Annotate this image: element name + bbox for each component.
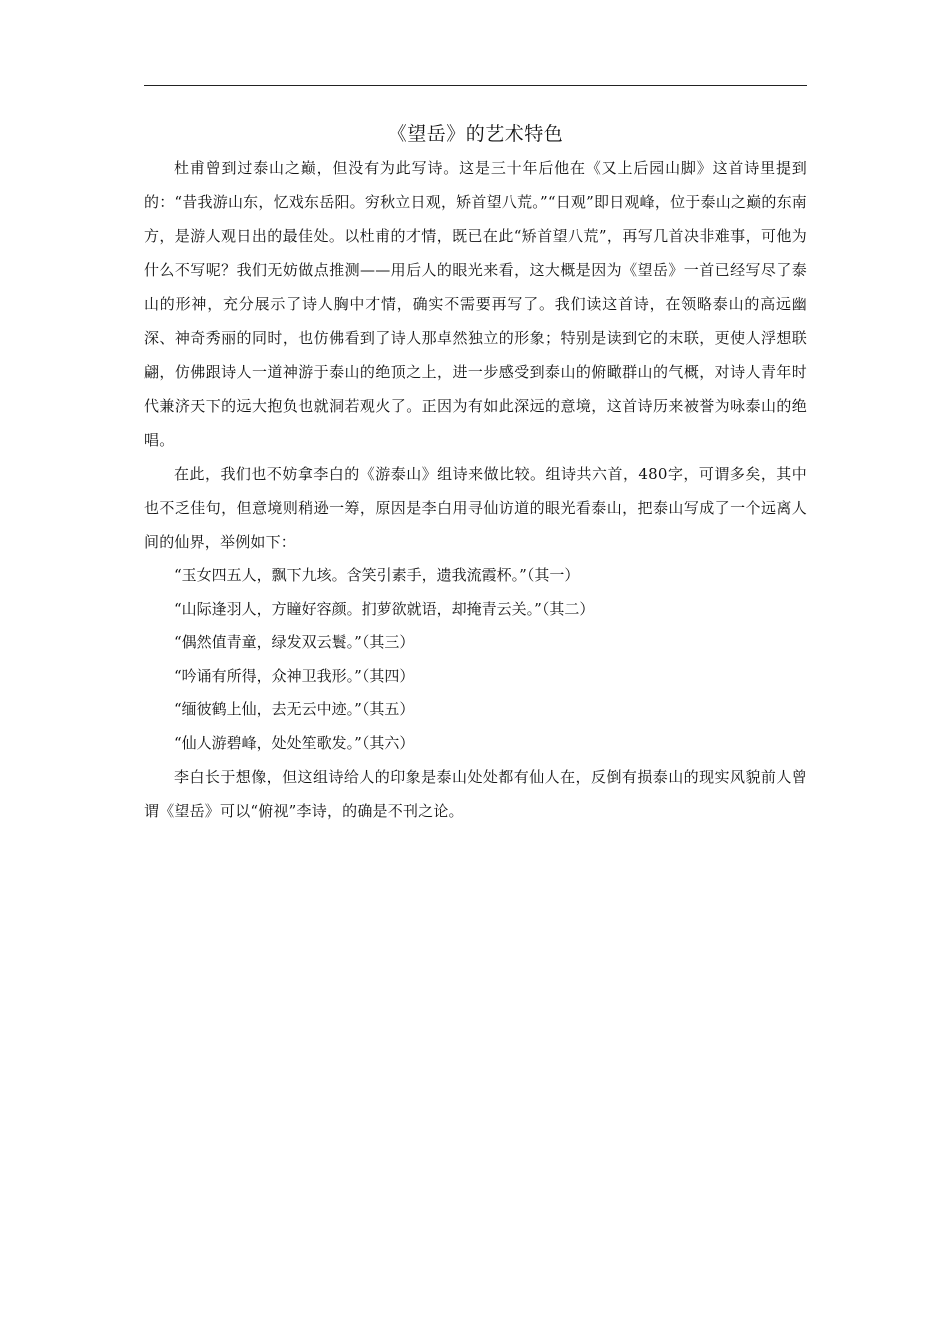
- poem-quote-1: “玉女四五人，飘下九垓。含笑引素手，遗我流霞杯。”（其一）: [174, 566, 580, 584]
- poem-quote-4: “吟诵有所得，众神卫我形。”（其四）: [174, 666, 415, 685]
- poem-quote-list: [144, 559, 807, 760]
- paragraph-2: 在此，我们也不妨拿李白的《游泰山》组诗来做比较。组诗共六首，480字，可谓多矣，其中也不乏佳句，但意境则稍逊一筹，原因是李白用寻仙访道的眼光看泰山，把泰山写成了一个远离人间的仙界，举例如下：: [144, 465, 807, 551]
- document-title: 《望岳》的艺术特色: [387, 123, 564, 145]
- document-body: [144, 151, 807, 828]
- poem-quote-6: “仙人游碧峰，处处笙歌发。”（其六）: [174, 733, 415, 752]
- header-rule: [144, 85, 807, 86]
- poem-quote-5: “缅彼鹤上仙，去无云中迹。”（其五）: [174, 700, 415, 718]
- closing-paragraph: 李白长于想像，但这组诗给人的印象是泰山处处都有仙人在，反倒有损泰山的现实风貌前人曾谓《望岳》可以“俯视”李诗，的确是不刊之论。: [144, 768, 807, 820]
- paragraph-1: 杜甫曾到过泰山之巅，但没有为此写诗。这是三十年后他在《又上后园山脚》这首诗里提到的：“昔我游山东，忆戏东岳阳。穷秋立日观，矫首望八荒。”“日观”即日观峰，位于泰山之巅的东南方，是游人观日出的最佳处。以杜甫的才情，既已在此“矫首望八荒”，再写几首决非难事，可他为什么不写呢？我们无妨做点推测——用后人的眼光来看，这大概是因为《望岳》一首已经写尽了泰山的形神，充分展示了诗人胸中才情，确实不需要再写了。我们读这首诗，在领略泰山的高远幽深、神奇秀丽的同时，也仿佛看到了诗人那卓然独立的形象；特别是读到它的末联，更使人浮想联翩，仿佛跟诗人一道神游于泰山的绝顶之上，进一步感受到泰山的俯瞰群山的气概，对诗人青年时代兼济天下的远大抱负也就洞若观火了。正因为有如此深远的意境，这首诗历来被誉为咏泰山的绝唱。: [144, 159, 807, 449]
- poem-quote-2: “山际逢羽人，方瞳好容颜。扪萝欲就语，却掩青云关。”（其二）: [174, 599, 595, 618]
- poem-quote-3: “偶然值青童，绿发双云鬟。”（其三）: [174, 633, 415, 651]
